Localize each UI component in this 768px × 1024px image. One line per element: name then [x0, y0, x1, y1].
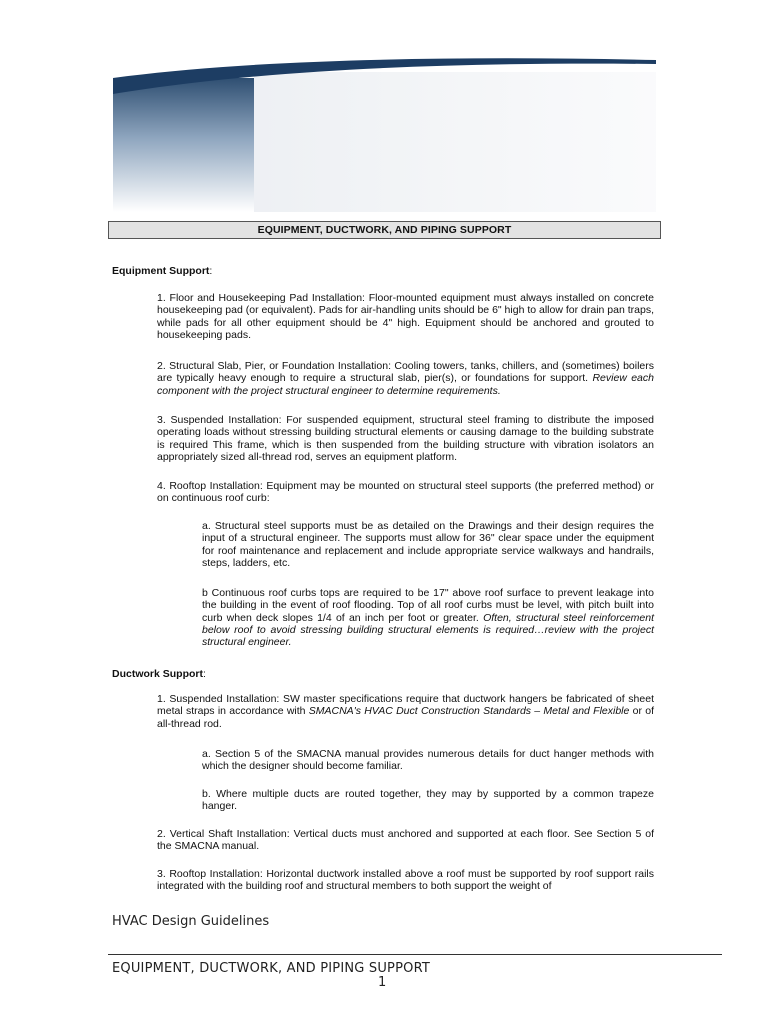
paragraph: b Continuous roof curbs tops are required to be 17" above roof surface to prevent leakage into the building in the event of roof flooding. Top of all roof curbs must be level, with pitch built into curb when deck slopes 1/4 of an inch per foot or greater. Often, structural steel reinforcement below roof to avoid stressing building structural elements is required…review with the project structural engineer. — [202, 587, 654, 649]
ductwork-support-heading: Ductwork Support: — [112, 668, 206, 680]
paragraph: 1. Suspended Installation: SW master specifications require that ductwork hangers be fabricated of sheet metal straps in accordance with SMACNA's HVAC Duct Construction Standards – Metal and Flexible or of all-thread rod. — [157, 693, 654, 730]
footer-divider — [108, 954, 722, 955]
equipment-support-heading: Equipment Support: — [112, 265, 213, 277]
paragraph: 1. Floor and Housekeeping Pad Installation: Floor-mounted equipment must always installed on concrete housekeeping pad (or equivalent). Pads for air-handling units should be 6" high to allow for drain pan traps, while pads for all other equipment should be 4" high. Equipment should be anchored and grouted to housekeeping pads. — [157, 292, 654, 341]
paragraph: a. Section 5 of the SMACNA manual provides numerous details for duct hanger methods with which the designer should become familiar. — [202, 748, 654, 773]
paragraph: b. Where multiple ducts are routed together, they may by supported by a common trapeze hanger. — [202, 788, 654, 813]
section-heading: EQUIPMENT, DUCTWORK, AND PIPING SUPPORT — [108, 221, 661, 239]
paragraph: 2. Structural Slab, Pier, or Foundation Installation: Cooling towers, tanks, chillers, and (sometimes) boilers are typically heavy enough to require a structural slab, pier(s), or foundations for support. Review each component with the project structural engineer to determine requirements. — [157, 360, 654, 397]
paragraph: 4. Rooftop Installation: Equipment may be mounted on structural steel supports (the preferred method) or on continuous roof curb: — [157, 480, 654, 505]
paragraph: a. Structural steel supports must be as detailed on the Drawings and their design requires the input of a structural engineer. The supports must allow for 36" clear space under the equipment for roof maintenance and replacement and include appropriate service walkways and handrails, steps, ladders, etc. — [202, 520, 654, 569]
footer-title: HVAC Design Guidelines — [112, 914, 270, 929]
footer-subtitle: EQUIPMENT, DUCTWORK, AND PIPING SUPPORT — [112, 961, 430, 976]
paragraph: 3. Rooftop Installation: Horizontal ductwork installed above a roof must be supported by roof support rails integrated with the building roof and structural members to both support the weight of — [157, 868, 654, 893]
paragraph: 2. Vertical Shaft Installation: Vertical ducts must anchored and supported at each floor. See Section 5 of the SMACNA manual. — [157, 828, 654, 853]
header-banner — [0, 0, 768, 220]
page-number: 1 — [378, 975, 387, 990]
paragraph: 3. Suspended Installation: For suspended equipment, structural steel framing to distribute the imposed operating loads without stressing building structural elements or causing damage to the building substrate is required This frame, which is then suspended from the building structure with vibration isolators an appropriately sized all-thread rod, serves an equipment platform. — [157, 414, 654, 463]
